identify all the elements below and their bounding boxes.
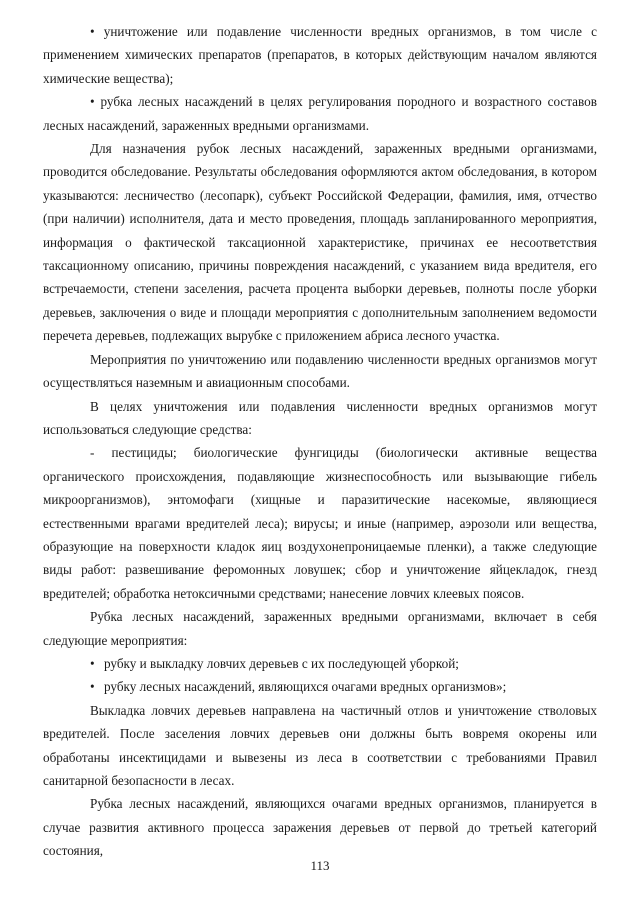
paragraph-felling-intro: Рубка лесных насаждений, зараженных вредными организмами, включает в себя следующие мероприятия: [43, 609, 597, 648]
paragraph-means-intro: В целях уничтожения или подавления численности вредных организмов могут использоваться следующие средства: [43, 398, 597, 437]
paragraph-outbreak-felling: Рубка лесных насаждений, являющихся очагами вредных организмов, планируется в случае развития активного процесса заражения деревьев от первой до третьей категорий состояния, [43, 796, 597, 859]
paragraph-survey: Для назначения рубок лесных насаждений, зараженных вредными организмами, проводится обследование. Результаты обследования оформляются актом обследования, в котором указываются: лесничество (лесопарк), субъект Российской Федерации, фамилия, имя, отчество (при наличии) исполнителя, дата и место проведения, площадь запланированного мероприятия, информация о фактической таксационной характеристике, причинах ее несоответствия таксационному описанию, причины повреждения насаждений, с указанием вида вредителя, его встречаемости, степени заселения, расчета процента выборки деревьев, полноты после уборки деревьев, заключения о виде и площади мероприятия с дополнительным заполнением ведомости перечета деревьев, подлежащих вырубке с приложением абриса лесного участка. [43, 141, 597, 344]
paragraph-bullet-destruction: • уничтожение или подавление численности вредных организмов, в том числе с применением химических препаратов (препаратов, в которых действующим началом являются химические вещества); [43, 24, 597, 86]
bullet-icon: • [90, 679, 95, 695]
bullet-icon: • [90, 655, 95, 671]
paragraph-methods: Мероприятия по уничтожению или подавлению численности вредных организмов могут осуществляться наземным и авиационным способами. [43, 351, 597, 391]
list-item-trap-trees [43, 652, 597, 675]
paragraph-means-list: - пестициды; биологические фунгициды (биологически активные вещества органического происхождения, подавляющие жизнеспособность или вызывающие гибель микроорганизмов), энтомофаги (хищные и паразитические насекомые, являющиеся естественными врагами вредителей леса); вирусы; и иные (например, аэрозоли или вещества, образующие на поверхности кладок яиц воздухонепроницаемые пленки), а также следующие виды работ: развешивание феромонных ловушек; сбор и уничтожение яйцекладок, гнезд вредителей; обработка нетоксичными средствами; нанесение ловчих клеевых поясов. [43, 445, 597, 601]
list-item-label: рубку и выкладку ловчих деревьев с их последующей уборкой; [104, 655, 459, 671]
paragraph-bullet-felling: • рубка лесных насаждений в целях регулирования породного и возрастного составов лесных насаждений, зараженных вредными организмами. [43, 94, 597, 133]
list-item-label: рубку лесных насаждений, являющихся очагами вредных организмов»; [104, 679, 507, 695]
page-number: 113 [310, 858, 330, 873]
list-item-outbreak-felling [43, 675, 597, 698]
paragraph-trap-trees: Выкладка ловчих деревьев направлена на частичный отлов и уничтожение стволовых вредителей. После заселения ловчих деревьев они должны быть вовремя окорены или обработаны инсектицидами и вывезены из леса в соответствии с требованиями Правил санитарной безопасности в лесах. [43, 702, 597, 788]
